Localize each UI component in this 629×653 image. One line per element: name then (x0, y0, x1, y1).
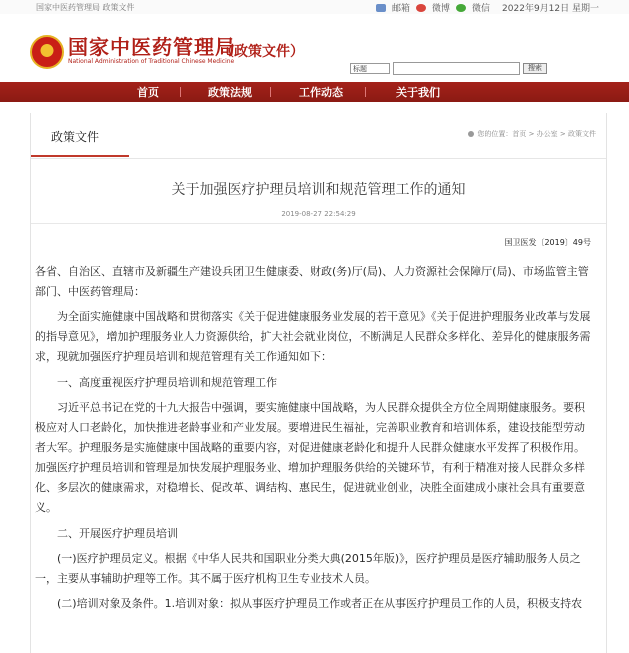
article-section-heading: 一、高度重视医疗护理员培训和规范管理工作 (57, 376, 277, 389)
main-nav (0, 82, 629, 102)
current-date: 2022年9月12日 星期一 (502, 4, 599, 14)
article-recipients: 各省、自治区、直辖市及新疆生产建设兵团卫生健康委、财政(务)厅(局)、人力资源社会保障厅(局)、市场监管主管部门、中医药管理局： (35, 265, 589, 298)
nav-item-news[interactable]: 工作动态 (299, 86, 343, 99)
article-body (31, 262, 595, 619)
article-paragraph: 习近平总书记在党的十九大报告中强调，要实施健康中国战略，为人民群众提供全方位全周期健康服务。要积极应对人口老龄化，加快推进老龄事业和产业发展。要增进民生福祉，完善职业教育和培训体系，建设技能型劳动者大军。护理服务是实施健康中国战略的重要内容，对促进健康老龄化和提升人民群众健康水平发挥了积极作用。加强医疗护理员培训和管理是加快发展护理服务业、增加护理服务供给的关键环节，有利于精准对接人民群众多样化、多层次的健康需求，对稳增长、促改革、调结构、惠民生，促进就业创业，决胜全面建成小康社会具有重要意义。 (35, 401, 585, 514)
weibo-link[interactable]: 微博 (432, 4, 451, 14)
nav-divider (270, 87, 271, 97)
location-text: 您的位置：首页 > 办公室 > 政策文件 (477, 130, 596, 138)
search-input[interactable] (393, 62, 520, 75)
top-right-links (376, 1, 599, 14)
article-title: 关于加强医疗护理员培训和规范管理工作的通知 (171, 182, 466, 198)
active-tab-underline (31, 155, 129, 157)
search-bar (350, 62, 547, 75)
location-breadcrumb (468, 129, 596, 139)
content-header (31, 113, 606, 159)
site-title-en: National Administration of Traditional Chinese Medicine (68, 58, 235, 65)
section-tag: （政策文件） (220, 44, 304, 60)
nav-divider (180, 87, 181, 97)
title-divider (31, 223, 606, 224)
nav-item-about[interactable]: 关于我们 (396, 86, 440, 99)
article-paragraph: (一)医疗护理员定义。根据《中华人民共和国职业分类大典(2015年版)》，医疗护理员是医疗辅助服务人员之一，主要从事辅助护理等工作。其不属于医疗机构卫生专业技术人员。 (35, 552, 581, 585)
mail-icon[interactable] (376, 4, 386, 12)
article-section-heading: 二、开展医疗护理员培训 (57, 527, 178, 540)
tab-policy-documents[interactable]: 政策文件 (51, 130, 100, 144)
national-emblem-icon (30, 35, 64, 69)
weixin-icon[interactable] (456, 4, 466, 12)
location-pin-icon (468, 131, 474, 137)
nav-divider (365, 87, 366, 97)
article-paragraph: (二)培训对象及条件。1.培训对象：拟从事医疗护理员工作或者正在从事医疗护理员工作的人员，积极支持农 (57, 597, 583, 610)
weixin-link[interactable]: 微信 (472, 4, 491, 14)
nav-item-policy[interactable]: 政策法规 (208, 86, 252, 99)
site-title[interactable]: 国家中医药管理局 (68, 35, 236, 59)
document-number: 国卫医发〔2019〕49号 (504, 238, 591, 247)
mail-link[interactable]: 邮箱 (392, 4, 411, 14)
top-bar (0, 0, 629, 14)
search-scope-select[interactable]: 标题 (350, 63, 390, 74)
top-breadcrumb: 国家中医药管理局 政策文件 (36, 3, 135, 12)
nav-item-home[interactable]: 首页 (137, 86, 159, 99)
site-header (0, 14, 629, 82)
article-paragraph: 为全面实施健康中国战略和贯彻落实《关于促进健康服务业发展的若干意见》《关于促进护理服务业改革与发展的指导意见》，增加护理服务业人力资源供给，扩大社会就业岗位，不断满足人民群众多样化、差异化的健康服务需求，现就加强医疗护理员培训和规范管理有关工作通知如下： (35, 310, 591, 363)
search-button[interactable]: 搜索 (523, 63, 547, 74)
article-time: 2019-08-27 22:54:29 (281, 210, 356, 218)
content-card (30, 113, 607, 653)
weibo-icon[interactable] (416, 4, 426, 12)
